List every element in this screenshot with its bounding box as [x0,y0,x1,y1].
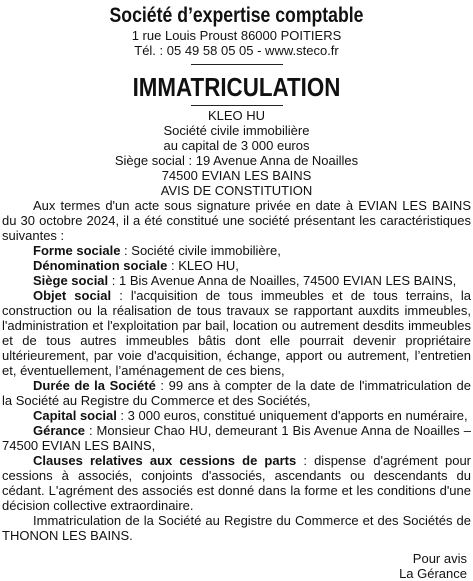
clause-capital: Capital social : 3 000 euros, constitué uniquement d'apports en numéraire, [33,408,468,423]
notice-title: IMMATRICULATION [132,72,341,102]
clause-forme-sociale: Forme sociale : Société civile immobilière, [33,243,281,258]
clause-duree: Durée de la Société : 99 ans à compter de la date de l'immatriculation de la Société au Registre du Commerce et des Sociétés, [2,378,471,408]
clause-value: Monsieur Chao HU, demeurant 1 Bis Avenue Anna de Noailles – 74500 EVIAN LES BAINS, [2,423,471,453]
clause-list [2,243,471,513]
clause-label: Clauses relatives aux cessions de parts [33,453,297,468]
clause-gerance: Gérance : Monsieur Chao HU, demeurant 1 Bis Avenue Anna de Noailles – 74500 EVIAN LES BAINS, [2,423,471,453]
company-name: KLEO HU [207,108,266,123]
signature-signer: La Gérance [399,566,467,581]
clause-cessions: Clauses relatives aux cessions de parts : dispense d'agrément pour cessions à associés, conjoints d'associés, ascendants ou descendants du cédant. L'agrément des associés est donné dans la forme et les conditions d'une décision collective extraordinaire. [2,453,472,513]
signature-block [2,551,471,581]
clause-value: 99 ans à compter de la date de l'immatriculation de la Société au Registre du Commerce et des Sociétés, [2,378,471,408]
header-divider [191,64,283,65]
company-form: Société civile immobilière [163,123,310,138]
company-capital: au capital de 3 000 euros [163,138,310,153]
clause-label: Forme sociale [33,243,121,258]
signature-line: Pour avis [412,551,467,566]
notice-type: AVIS DE CONSTITUTION [160,183,313,198]
clause-value: dispense d'agrément pour cessions à associés, conjoints d'associés, ascendants ou descendants du cédant. L'agrément des associés est donné dans la forme et les conditions d'une décision collective extraordinaire. [2,453,472,513]
firm-address: 1 rue Louis Proust 86000 POITIERS [131,28,342,43]
clause-label: Siège social [33,273,109,288]
clause-label: Capital social [33,408,117,423]
firm-name: Société d’expertise comptable [109,4,364,27]
firm-contact: Tél. : 05 49 58 05 05 - www.steco.fr [134,43,339,58]
company-identity [2,108,471,198]
title-divider [191,105,283,106]
clause-value: 3 000 euros, constitué uniquement d'apports en numéraire, [127,408,468,423]
clause-value: Société civile immobilière, [131,243,281,258]
clause-denomination: Dénomination sociale : KLEO HU, [33,258,239,273]
company-seat: Siège social : 19 Avenue Anna de Noailles [114,153,359,168]
company-city: 74500 EVIAN LES BAINS [161,168,312,183]
registration-paragraph: Immatriculation de la Société au Registre du Commerce et des Sociétés de THONON LES BAINS. [2,513,471,543]
clause-label: Dénomination sociale [33,258,168,273]
clause-value: KLEO HU, [178,258,239,273]
clause-siege-social: Siège social : 1 Bis Avenue Anna de Noailles, 74500 EVIAN LES BAINS, [33,273,457,288]
intro-paragraph: Aux termes d'un acte sous signature privée en date à EVIAN LES BAINS du 30 octobre 2024, il a été constitué une société présentant les caractéristiques suivantes : [2,198,471,243]
clause-objet-social: Objet social : l'acquisition de tous immeubles et de tous terrains, la construction ou la réalisation de tous travaux se rapportant auxdits immeubles, l'administration et l'exploitation par bail, location ou autrement desdits immeubles et de tous autres immeubles bâtis dont elle pourrait devenir propriétaire ultérieurement, par voie d'acquisition, échange, apport ou autrement, l’entretien et, éventuellement, l’aménagement de ces biens, [2,288,471,378]
clause-value: l'acquisition de tous immeubles et de tous terrains, la construction ou la réalisation de tous travaux se rapportant auxdits immeubles, l'administration et l'exploitation par bail, location ou autrement desdits immeubles et de tous autres immeubles bâtis dont elle pourrait devenir propriétaire ultérieurement, par voie d'acquisition, échange, apport ou autrement, l’entretien et, éventuellement, l’aménagement de ces biens, [2,288,471,378]
clause-label: Gérance [33,423,86,438]
clause-label: Objet social [33,288,112,303]
clause-label: Durée de la Société [33,378,156,393]
clause-value: 1 Bis Avenue Anna de Noailles, 74500 EVIAN LES BAINS, [119,273,457,288]
